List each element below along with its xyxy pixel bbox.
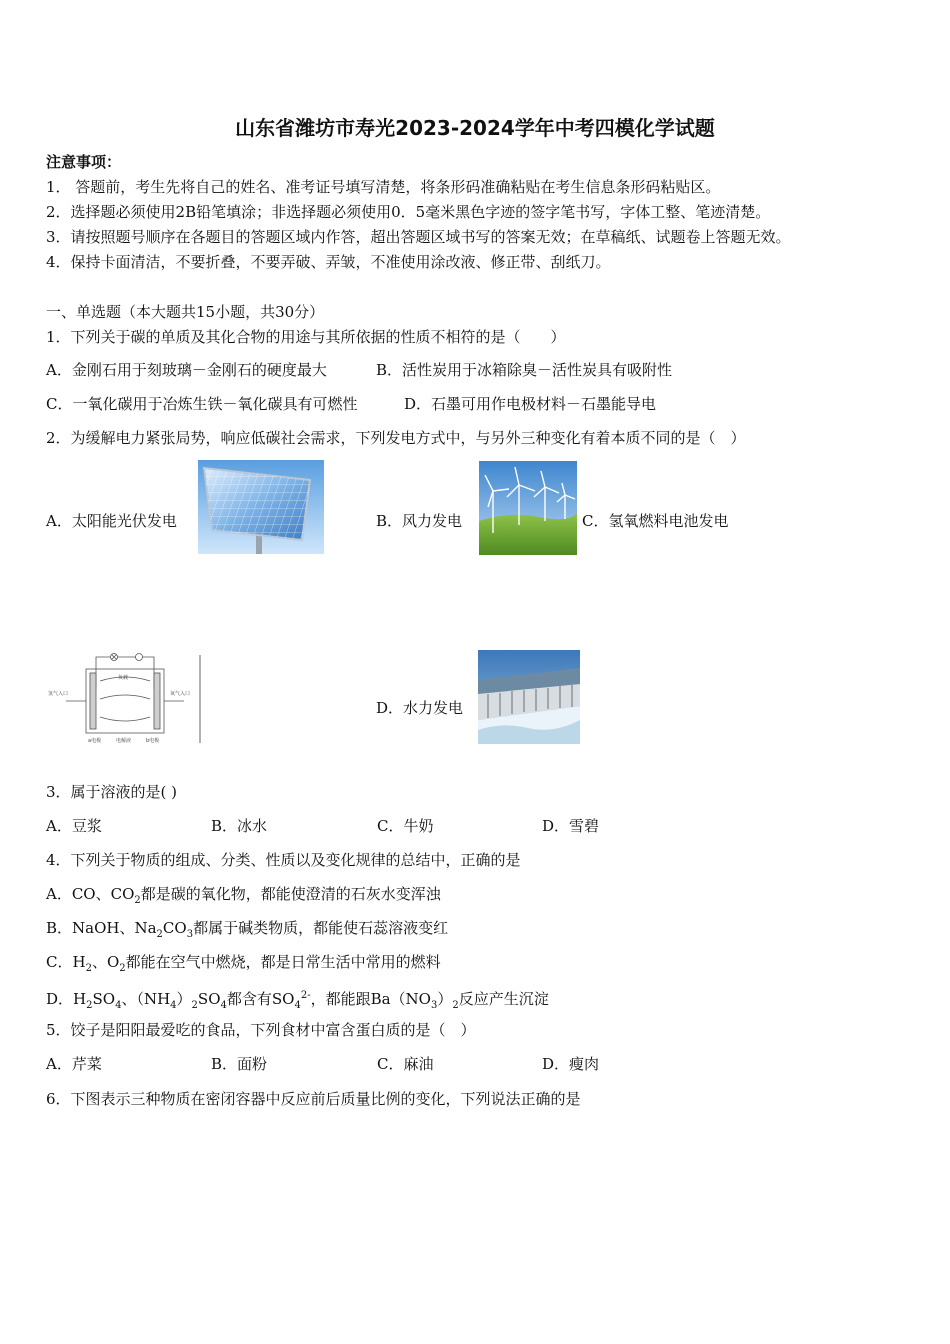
question-5-option-a: A．芹菜 <box>46 1055 102 1073</box>
wind-turbine-image <box>479 461 577 555</box>
question-2-option-b: B．风力发电 <box>376 512 463 530</box>
diagram-label-electrolyte: 电解液 <box>116 738 132 744</box>
diagram-label-electrode-a: a电极 <box>88 738 102 744</box>
notice-item-2: 2．选择题必须使用2B铅笔填涂；非选择题必须使用0．5毫米黑色字迹的签字笔书写，字体工整、笔迹清楚。 <box>46 203 771 221</box>
diagram-label-electrode-b: b电极 <box>146 738 160 744</box>
question-5-stem: 5．饺子是阳阳最爱吃的食品，下列食材中富含蛋白质的是（ ） <box>46 1021 476 1039</box>
question-2-option-a: A．太阳能光伏发电 <box>46 512 177 530</box>
diagram-label-o2-inlet: 氧气入口 <box>170 691 191 697</box>
page-title: 山东省潍坊市寿光2023-2024学年中考四模化学试题 <box>235 116 715 140</box>
question-3-option-c: C．牛奶 <box>377 817 434 835</box>
question-2-option-d: D．水力发电 <box>376 699 464 717</box>
diagram-label-load: 负载 <box>118 675 129 681</box>
question-3-option-d: D．雪碧 <box>542 817 600 835</box>
question-2-option-c: C．氢氧燃料电池发电 <box>582 512 729 530</box>
fuel-cell-diagram <box>46 651 204 745</box>
notice-heading: 注意事项： <box>46 153 122 171</box>
question-1-option-b: B．活性炭用于冰箱除臭－活性炭具有吸附性 <box>376 361 673 379</box>
question-5-option-c: C．麻油 <box>377 1055 434 1073</box>
question-3-stem: 3．属于溶液的是( ) <box>46 783 178 801</box>
question-1-option-c: C．一氧化碳用于冶炼生铁－氧化碳具有可燃性 <box>46 395 358 413</box>
question-2-stem: 2．为缓解电力紧张局势，响应低碳社会需求，下列发电方式中，与另外三种变化有着本质不同的是（ ） <box>46 429 746 447</box>
question-1-option-a: A．金刚石用于刻玻璃－金刚石的硬度最大 <box>46 361 327 379</box>
question-4-option-a: A．CO、$CO_2$都是碳的氧化物，都能使澄清的石灰水变浑浊 <box>46 885 441 906</box>
solar-panel-image <box>198 460 324 554</box>
question-4-option-d: D．$H_2SO_4$、$(NH_4)_2SO_4$都含有$SO_4^{2-}$，都能跟$Ba(NO_3)_2$反应产生沉淀 <box>46 990 549 1011</box>
question-3-option-b: B．冰水 <box>211 817 268 835</box>
question-4-stem: 4．下列关于物质的组成、分类、性质以及变化规律的总结中，正确的是 <box>46 851 521 869</box>
question-4-option-b: B．NaOH、$Na_2CO_3$都属于碱类物质，都能使石蕊溶液变红 <box>46 919 449 940</box>
question-5-option-b: B．面粉 <box>211 1055 268 1073</box>
question-6-stem: 6．下图表示三种物质在密闭容器中反应前后质量比例的变化，下列说法正确的是 <box>46 1090 581 1108</box>
question-1-option-d: D．石墨可用作电极材料－石墨能导电 <box>404 395 657 413</box>
question-5-option-d: D．瘦肉 <box>542 1055 600 1073</box>
question-3-option-a: A．豆浆 <box>46 817 102 835</box>
hydro-dam-image <box>478 650 580 744</box>
notice-item-1: 1． 答题前，考生先将自己的姓名、准考证号填写清楚，将条形码准确粘贴在考生信息条形码粘贴区。 <box>46 178 721 196</box>
section-heading: 一、单选题（本大题共15小题，共30分） <box>46 303 325 321</box>
notice-item-4: 4．保持卡面清洁，不要折叠，不要弄破、弄皱，不准使用涂改液、修正带、刮纸刀。 <box>46 253 611 271</box>
notice-item-3: 3．请按照题号顺序在各题目的答题区域内作答，超出答题区域书写的答案无效；在草稿纸、试题卷上答题无效。 <box>46 228 791 246</box>
question-4-option-c: C．$H_2$、$O_2$都能在空气中燃烧，都是日常生活中常用的燃料 <box>46 953 441 974</box>
question-1-stem: 1．下列关于碳的单质及其化合物的用途与其所依据的性质不相符的是（ ） <box>46 328 566 346</box>
diagram-label-h2-inlet: 氢气入口 <box>48 691 69 697</box>
